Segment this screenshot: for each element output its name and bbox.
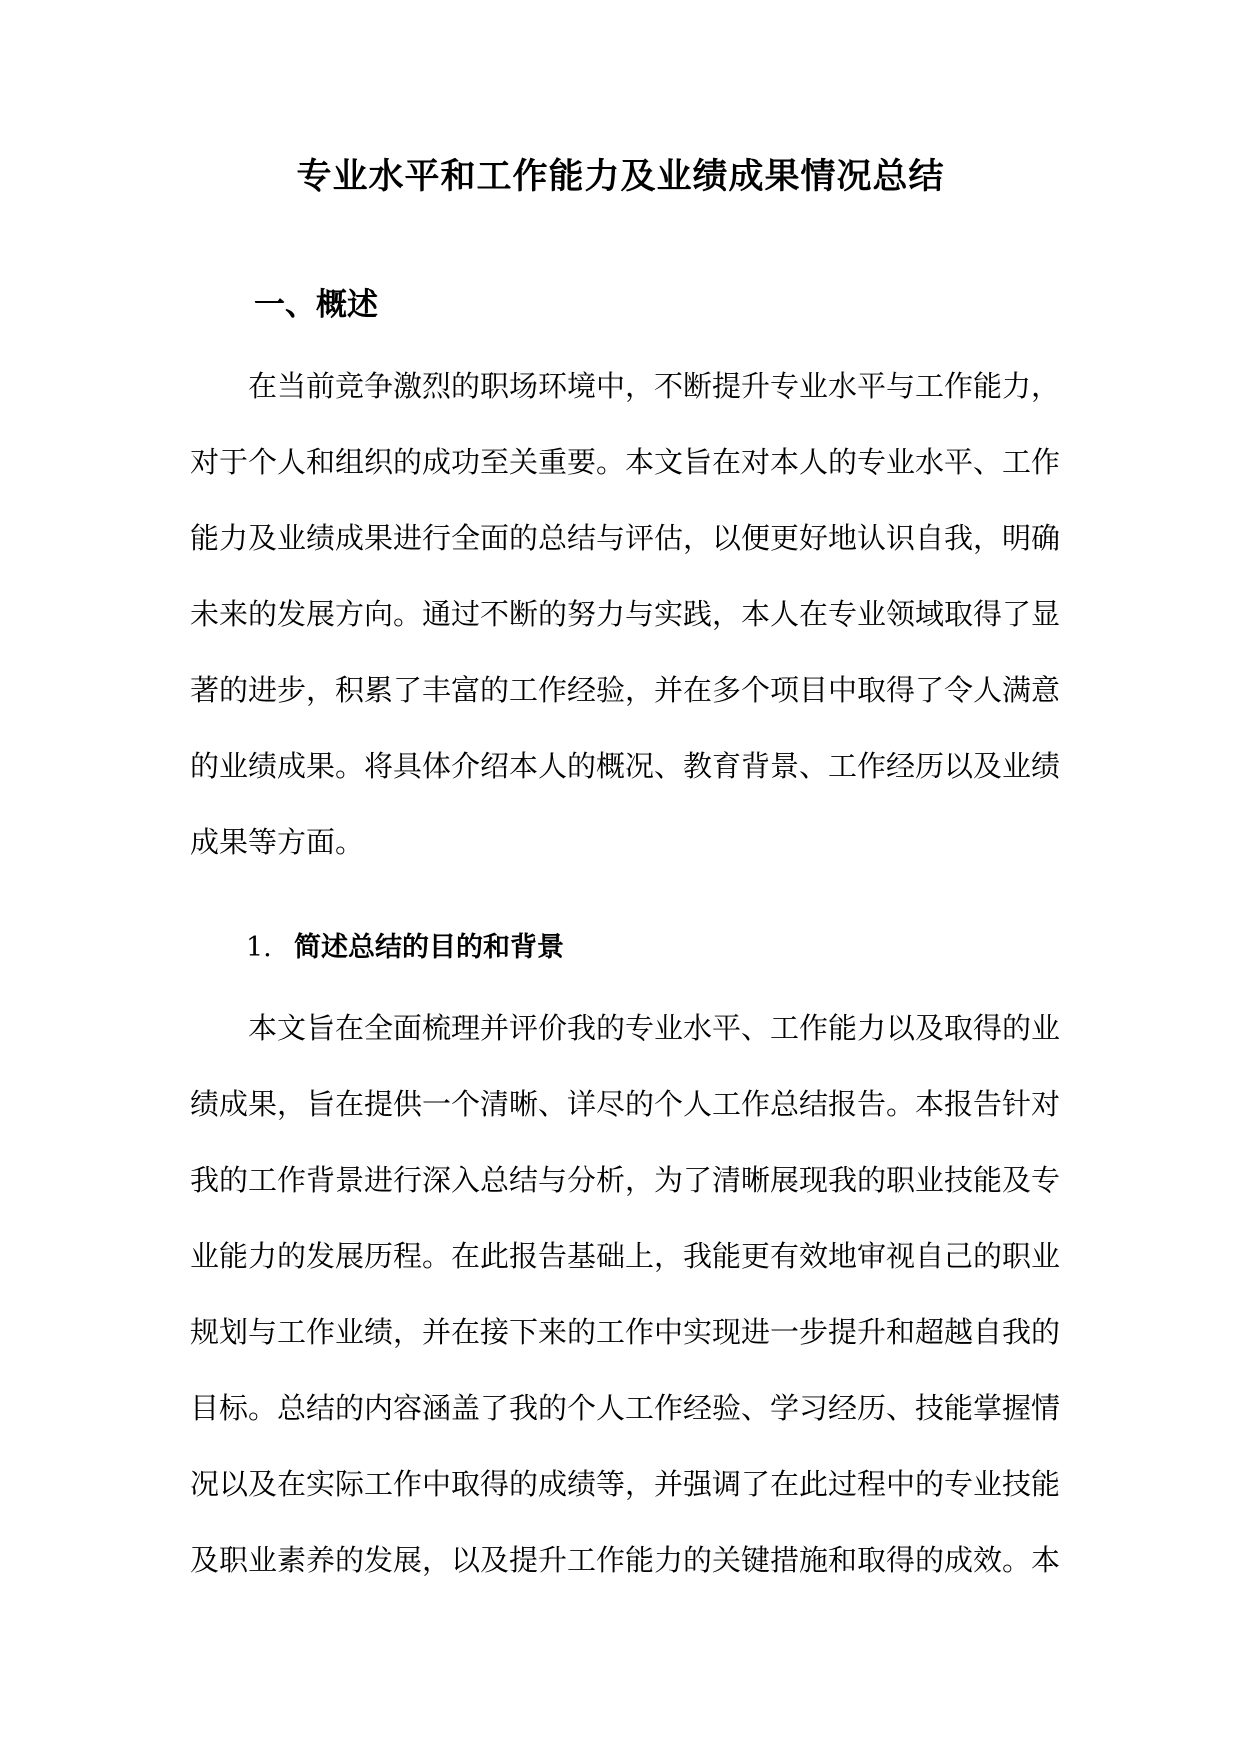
purpose-paragraph xyxy=(190,990,1060,1598)
paragraph-line: 业能力的发展历程。在此报告基础上，我能更有效地审视自己的职业 xyxy=(190,1239,1060,1273)
paragraph-line: 况以及在实际工作中取得的成绩等，并强调了在此过程中的专业技能 xyxy=(190,1467,1060,1501)
paragraph-line: 未来的发展方向。通过不断的努力与实践，本人在专业领域取得了显 xyxy=(190,597,1060,631)
subsection-number: 1. xyxy=(246,932,272,963)
paragraph-line: 我的工作背景进行深入总结与分析，为了清晰展现我的职业技能及专 xyxy=(190,1163,1060,1197)
paragraph-line: 绩成果，旨在提供一个清晰、详尽的个人工作总结报告。本报告针对 xyxy=(190,1087,1060,1121)
paragraph-line: 本文旨在全面梳理并评价我的专业水平、工作能力以及取得的业 xyxy=(248,1011,1060,1045)
paragraph-line: 目标。总结的内容涵盖了我的个人工作经验、学习经历、技能掌握情 xyxy=(190,1391,1060,1425)
paragraph-line: 对于个人和组织的成功至关重要。本文旨在对本人的专业水平、工作 xyxy=(190,445,1060,479)
paragraph-line: 在当前竞争激烈的职场环境中，不断提升专业水平与工作能力， xyxy=(248,369,1060,403)
paragraph-line: 的业绩成果。将具体介绍本人的概况、教育背景、工作经历以及业绩 xyxy=(190,749,1060,783)
paragraph-line: 能力及业绩成果进行全面的总结与评估，以便更好地认识自我，明确 xyxy=(190,521,1060,555)
paragraph-line: 成果等方面。 xyxy=(190,825,365,859)
paragraph-line: 规划与工作业绩，并在接下来的工作中实现进一步提升和超越自我的 xyxy=(190,1315,1060,1349)
paragraph-line: 及职业素养的发展，以及提升工作能力的关键措施和取得的成效。本 xyxy=(190,1543,1060,1577)
section-heading-overview: 一、概述 xyxy=(254,287,378,323)
subsection-heading-purpose xyxy=(246,928,564,968)
subsection-title: 简述总结的目的和背景 xyxy=(294,932,564,963)
paragraph-line: 著的进步，积累了丰富的工作经验，并在多个项目中取得了令人满意 xyxy=(190,673,1060,707)
document-title: 专业水平和工作能力及业绩成果情况总结 xyxy=(296,156,945,197)
overview-paragraph xyxy=(190,348,1060,880)
